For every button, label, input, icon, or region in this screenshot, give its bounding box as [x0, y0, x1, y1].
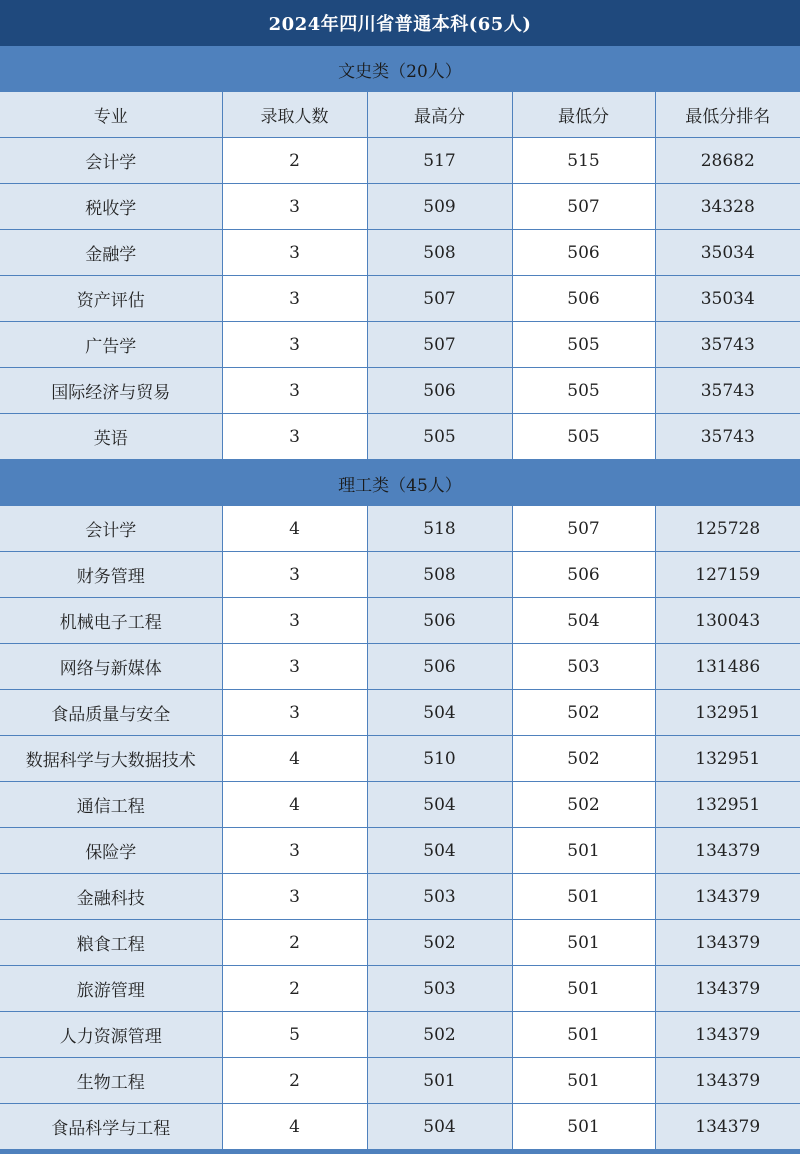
table-row [0, 920, 800, 966]
cell-lowest-score: 501 [512, 1058, 655, 1104]
cell-lowest-rank: 134379 [655, 1104, 800, 1150]
cell-major: 网络与新媒体 [0, 644, 222, 690]
cell-admitted-count: 3 [222, 322, 367, 368]
cell-major: 食品质量与安全 [0, 690, 222, 736]
cell-lowest-rank: 28682 [655, 138, 800, 184]
table-row [0, 690, 800, 736]
cell-highest-score: 504 [367, 1104, 512, 1150]
cell-highest-score: 503 [367, 874, 512, 920]
cell-highest-score: 504 [367, 828, 512, 874]
cell-highest-score: 506 [367, 368, 512, 414]
cell-lowest-rank: 35743 [655, 322, 800, 368]
cell-admitted-count: 3 [222, 184, 367, 230]
cell-lowest-rank: 35743 [655, 368, 800, 414]
cell-lowest-score: 505 [512, 414, 655, 460]
cell-highest-score: 518 [367, 506, 512, 552]
cell-admitted-count: 2 [222, 920, 367, 966]
cell-lowest-rank: 130043 [655, 598, 800, 644]
table-row [0, 138, 800, 184]
table-title: 2024年四川省普通本科(65人) [0, 0, 800, 46]
cell-lowest-score: 502 [512, 690, 655, 736]
table-row [0, 1012, 800, 1058]
cell-admitted-count: 3 [222, 414, 367, 460]
table-row [0, 874, 800, 920]
cell-major: 英语 [0, 414, 222, 460]
cell-admitted-count: 3 [222, 368, 367, 414]
header-highest-score: 最高分 [367, 92, 512, 138]
cell-highest-score: 507 [367, 322, 512, 368]
cell-admitted-count: 3 [222, 690, 367, 736]
cell-major: 通信工程 [0, 782, 222, 828]
cell-highest-score: 503 [367, 966, 512, 1012]
cell-admitted-count: 3 [222, 598, 367, 644]
table-row [0, 736, 800, 782]
cell-lowest-score: 502 [512, 736, 655, 782]
cell-lowest-rank: 134379 [655, 1012, 800, 1058]
cell-major: 食品科学与工程 [0, 1104, 222, 1150]
table-row [0, 1104, 800, 1150]
table-row [0, 782, 800, 828]
cell-highest-score: 504 [367, 782, 512, 828]
cell-lowest-rank: 134379 [655, 828, 800, 874]
cell-admitted-count: 3 [222, 644, 367, 690]
cell-highest-score: 506 [367, 644, 512, 690]
header-major: 专业 [0, 92, 222, 138]
table-row [0, 230, 800, 276]
cell-admitted-count: 4 [222, 782, 367, 828]
cell-lowest-score: 506 [512, 276, 655, 322]
table-row [0, 552, 800, 598]
cell-highest-score: 502 [367, 920, 512, 966]
cell-lowest-rank: 132951 [655, 690, 800, 736]
cell-lowest-score: 507 [512, 506, 655, 552]
cell-lowest-rank: 134379 [655, 966, 800, 1012]
cell-lowest-score: 501 [512, 1104, 655, 1150]
header-admitted-count: 录取人数 [222, 92, 367, 138]
cell-lowest-rank: 134379 [655, 920, 800, 966]
cell-admitted-count: 3 [222, 874, 367, 920]
cell-admitted-count: 3 [222, 276, 367, 322]
cell-lowest-rank: 127159 [655, 552, 800, 598]
table-row [0, 184, 800, 230]
cell-lowest-rank: 132951 [655, 736, 800, 782]
cell-lowest-score: 501 [512, 828, 655, 874]
cell-admitted-count: 4 [222, 1104, 367, 1150]
table-row [0, 414, 800, 460]
cell-lowest-score: 503 [512, 644, 655, 690]
cell-lowest-rank: 131486 [655, 644, 800, 690]
cell-lowest-rank: 132951 [655, 782, 800, 828]
table-row [0, 598, 800, 644]
cell-highest-score: 508 [367, 230, 512, 276]
table-row [0, 644, 800, 690]
cell-major: 生物工程 [0, 1058, 222, 1104]
table-row [0, 276, 800, 322]
cell-admitted-count: 5 [222, 1012, 367, 1058]
cell-lowest-rank: 35743 [655, 414, 800, 460]
table-row [0, 506, 800, 552]
cell-major: 财务管理 [0, 552, 222, 598]
cell-major: 会计学 [0, 506, 222, 552]
cell-major: 保险学 [0, 828, 222, 874]
cell-admitted-count: 3 [222, 552, 367, 598]
cell-lowest-score: 515 [512, 138, 655, 184]
liberal-arts-table [0, 92, 800, 460]
cell-major: 金融学 [0, 230, 222, 276]
section-header-science-engineering: 理工类（45人） [0, 460, 800, 506]
section-header-liberal-arts: 文史类（20人） [0, 46, 800, 92]
header-lowest-rank: 最低分排名 [655, 92, 800, 138]
cell-admitted-count: 2 [222, 138, 367, 184]
cell-lowest-score: 505 [512, 368, 655, 414]
cell-major: 数据科学与大数据技术 [0, 736, 222, 782]
cell-highest-score: 504 [367, 690, 512, 736]
table-row [0, 828, 800, 874]
cell-lowest-rank: 134379 [655, 874, 800, 920]
cell-highest-score: 508 [367, 552, 512, 598]
table-row [0, 322, 800, 368]
cell-lowest-score: 501 [512, 920, 655, 966]
cell-major: 粮食工程 [0, 920, 222, 966]
cell-major: 资产评估 [0, 276, 222, 322]
cell-major: 人力资源管理 [0, 1012, 222, 1058]
table-bottom-border [0, 1150, 800, 1154]
cell-lowest-rank: 125728 [655, 506, 800, 552]
cell-lowest-rank: 34328 [655, 184, 800, 230]
column-header-row [0, 92, 800, 138]
cell-major: 税收学 [0, 184, 222, 230]
cell-admitted-count: 3 [222, 230, 367, 276]
cell-highest-score: 510 [367, 736, 512, 782]
cell-major: 国际经济与贸易 [0, 368, 222, 414]
cell-admitted-count: 2 [222, 966, 367, 1012]
cell-lowest-score: 507 [512, 184, 655, 230]
cell-lowest-rank: 35034 [655, 276, 800, 322]
cell-highest-score: 501 [367, 1058, 512, 1104]
cell-lowest-score: 502 [512, 782, 655, 828]
table-row [0, 368, 800, 414]
cell-lowest-rank: 35034 [655, 230, 800, 276]
cell-lowest-score: 501 [512, 966, 655, 1012]
cell-major: 会计学 [0, 138, 222, 184]
table-row [0, 1058, 800, 1104]
table-row [0, 966, 800, 1012]
cell-lowest-rank: 134379 [655, 1058, 800, 1104]
cell-major: 机械电子工程 [0, 598, 222, 644]
cell-highest-score: 502 [367, 1012, 512, 1058]
cell-lowest-score: 501 [512, 874, 655, 920]
cell-major: 金融科技 [0, 874, 222, 920]
cell-lowest-score: 504 [512, 598, 655, 644]
cell-lowest-score: 506 [512, 552, 655, 598]
cell-highest-score: 506 [367, 598, 512, 644]
cell-highest-score: 509 [367, 184, 512, 230]
cell-lowest-score: 501 [512, 1012, 655, 1058]
cell-lowest-score: 505 [512, 322, 655, 368]
cell-highest-score: 517 [367, 138, 512, 184]
cell-admitted-count: 4 [222, 736, 367, 782]
cell-admitted-count: 3 [222, 828, 367, 874]
cell-major: 旅游管理 [0, 966, 222, 1012]
cell-lowest-score: 506 [512, 230, 655, 276]
cell-highest-score: 507 [367, 276, 512, 322]
header-lowest-score: 最低分 [512, 92, 655, 138]
cell-admitted-count: 2 [222, 1058, 367, 1104]
cell-major: 广告学 [0, 322, 222, 368]
science-engineering-table [0, 506, 800, 1150]
cell-highest-score: 505 [367, 414, 512, 460]
cell-admitted-count: 4 [222, 506, 367, 552]
